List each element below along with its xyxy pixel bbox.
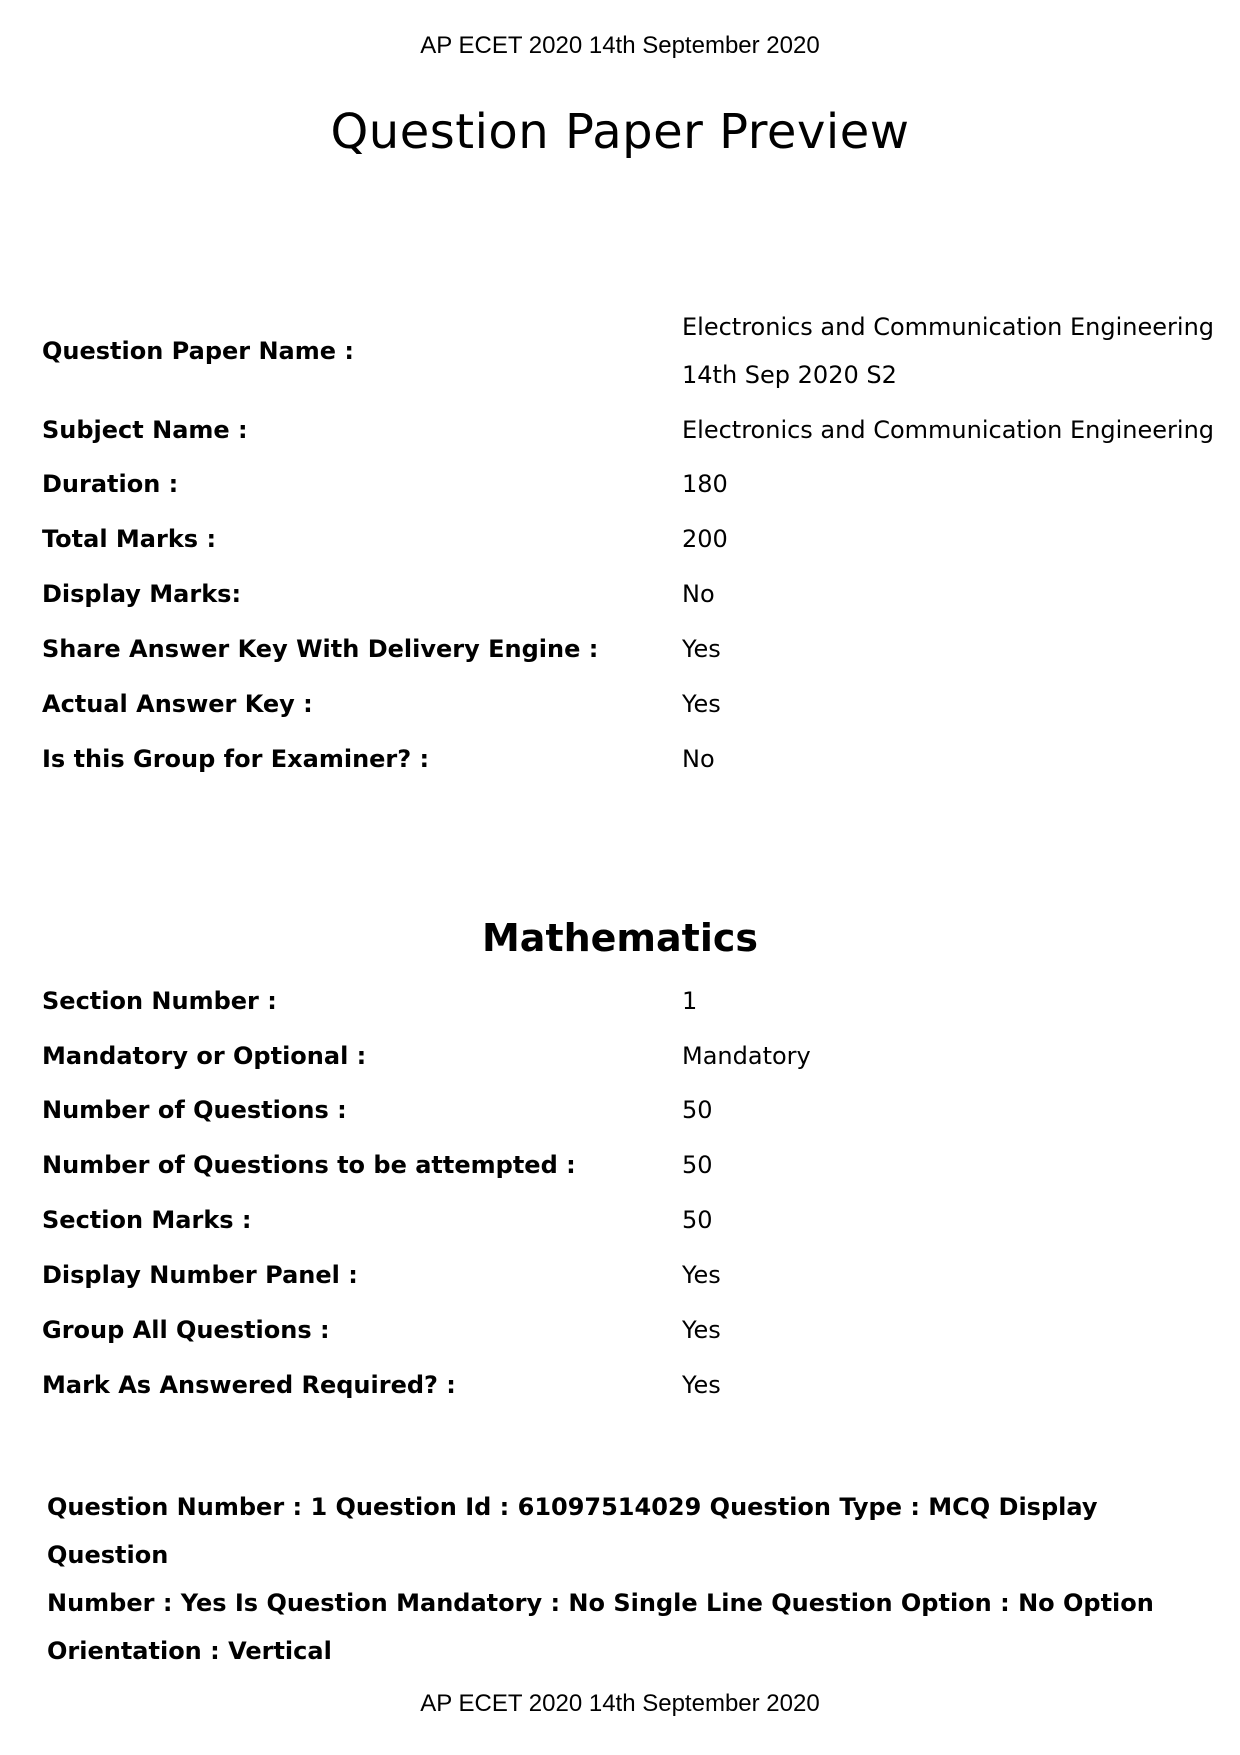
section-value: 50 [682, 1206, 713, 1234]
section-label: Section Marks : [42, 1206, 252, 1234]
info-label: Actual Answer Key : [42, 690, 313, 718]
info-value: 200 [682, 525, 728, 553]
info-label: Share Answer Key With Delivery Engine : [42, 635, 599, 663]
section-label: Number of Questions : [42, 1096, 347, 1124]
info-value-line2: 14th Sep 2020 S2 [682, 361, 897, 389]
page-title: Question Paper Preview [330, 104, 910, 160]
info-label: Total Marks : [42, 525, 217, 553]
info-value: Yes [682, 690, 721, 718]
info-value: Yes [682, 635, 721, 663]
section-value: Yes [682, 1371, 721, 1399]
info-value: No [682, 580, 715, 608]
info-label: Is this Group for Examiner? : [42, 745, 430, 773]
question-header-line: Number : Yes Is Question Mandatory : No Single Line Question Option : No Option [47, 1589, 1154, 1617]
question-header-line: Orientation : Vertical [47, 1637, 332, 1665]
section-label: Display Number Panel : [42, 1261, 358, 1289]
section-value: 1 [682, 987, 698, 1015]
section-value: Yes [682, 1261, 721, 1289]
section-value: Yes [682, 1316, 721, 1344]
question-header [47, 1483, 1167, 1675]
page-header: AP ECET 2020 14th September 2020 [420, 32, 820, 59]
page-footer: AP ECET 2020 14th September 2020 [420, 1690, 820, 1717]
section-label: Number of Questions to be attempted : [42, 1151, 576, 1179]
info-label: Display Marks: [42, 580, 242, 608]
info-label: Question Paper Name : [42, 337, 354, 365]
info-label: Duration : [42, 470, 179, 498]
section-label: Mark As Answered Required? : [42, 1371, 456, 1399]
info-value: No [682, 745, 715, 773]
info-value: Electronics and Communication Engineering [682, 416, 1215, 444]
question-header-line: Question Number : 1 Question Id : 61097514029 Question Type : MCQ Display Question [47, 1493, 1098, 1569]
info-value: 180 [682, 470, 728, 498]
section-value: Mandatory [682, 1042, 811, 1070]
section-value: 50 [682, 1096, 713, 1124]
section-label: Mandatory or Optional : [42, 1042, 367, 1070]
section-value: 50 [682, 1151, 713, 1179]
info-value: Electronics and Communication Engineering [682, 313, 1215, 341]
section-title: Mathematics [481, 916, 759, 960]
section-label: Section Number : [42, 987, 277, 1015]
info-label: Subject Name : [42, 416, 248, 444]
section-label: Group All Questions : [42, 1316, 330, 1344]
